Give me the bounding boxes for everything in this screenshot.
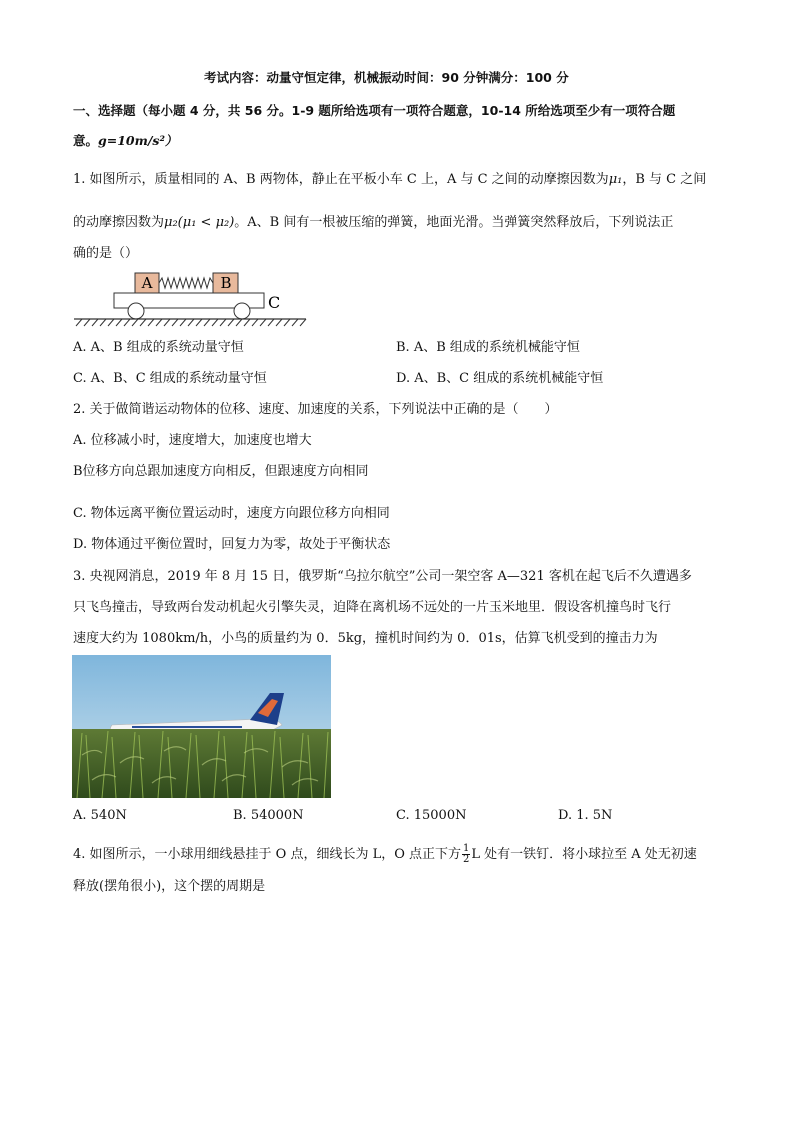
gravity-value: g=10m/s²） [98,133,178,148]
q2-stem: 2. 关于做简谐运动物体的位移、速度、加速度的关系，下列说法中正确的是（ ） [73,402,558,417]
q4-frac-den: 2 [463,854,470,865]
q4-line2: 释放(摆角很小)，这个摆的周期是 [73,879,266,894]
q1-line3: 确的是（） [73,246,139,261]
q1-option-b: B. A、B 组成的系统机械能守恒 [396,340,580,355]
q1-line2-b: 。A、B 间有一根被压缩的弹簧，地面光滑。当弹簧突然释放后，下列说法正 [234,215,674,230]
q1-option-c: C. A、B、C 组成的系统动量守恒 [73,371,267,386]
section-title-line2 [73,131,177,149]
q4-fraction-half [462,844,470,865]
exam-header: 考试内容：动量守恒定律，机械振动时间：90 分钟满分：100 分 [204,70,569,85]
q4-frac-num: 1 [463,843,470,854]
section-title-line1: 一、选择题（每小题 4 分，共 56 分。1-9 题所给选项有一项符合题意，10-14 所给选项至少有一项符合题 [73,103,676,118]
q1-line2-a: 的动摩擦因数为 [73,215,165,230]
q3-option-b: B. 54000N [233,808,304,823]
wheel-right [234,303,250,319]
q3-line2: 只飞鸟撞击，导致两台发动机起火引擎失灵，迫降在离机场不远处的一片玉米地里．假设客机撞鸟时飞行 [73,600,672,615]
q2-option-d: D. 物体通过平衡位置时，回复力为零，故处于平衡状态 [73,537,391,552]
q2-option-b: B位移方向总跟加速度方向相反，但跟速度方向相同 [73,464,369,479]
cart-c-label: C [268,293,281,312]
q1-option-a: A. A、B 组成的系统动量守恒 [73,340,244,355]
q1-line1 [73,172,706,188]
section-title-prefix: 意。 [73,133,99,148]
q1-line1-a: 1. 如图所示，质量相同的 A、B 两物体，静止在平板小车 C 上，A 与 C 之间的动摩擦因数为 [73,172,609,187]
q1-line2 [73,215,673,231]
q3-option-d: D. 1. 5N [558,808,613,823]
q1-option-d: D. A、B、C 组成的系统机械能守恒 [396,371,604,386]
q3-option-a: A. 540N [73,808,127,823]
q2-option-a: A. 位移减小时，速度增大，加速度也增大 [73,433,312,448]
spring [159,278,213,288]
q3-line3: 速度大约为 1080km/h，小鸟的质量约为 0．5kg，撞机时间约为 0．01s，估算飞机受到的撞击力为 [73,631,658,646]
wheel-left [128,303,144,319]
q3-line1: 3. 央视网消息，2019 年 8 月 15 日，俄罗斯“乌拉尔航空”公司一架空客 A—321 客机在起飞后不久遭遇多 [73,569,692,584]
q4-line1-b: L 处有一铁钉．将小球拉至 A 处无初速 [471,847,697,862]
q3-option-c: C. 15000N [396,808,467,823]
block-a-label: A [141,274,153,292]
q1-figure-cart [72,270,312,328]
q4-line1 [73,844,697,865]
ground-hatching [76,319,306,326]
q1-line1-b: ，B 与 C 之间 [622,172,707,187]
q2-option-c: C. 物体远离平衡位置运动时，速度方向跟位移方向相同 [73,506,390,521]
q4-line1-a: 4. 如图所示，一小球用细线悬挂于 O 点，细线长为 L，O 点正下方 [73,847,462,862]
block-b-label: B [220,274,232,292]
q1-mu2-expr: μ₂(μ₁ < μ₂) [164,215,235,230]
q1-mu1: μ₁ [608,172,623,187]
q3-photo-airplane-cornfield [72,655,331,798]
